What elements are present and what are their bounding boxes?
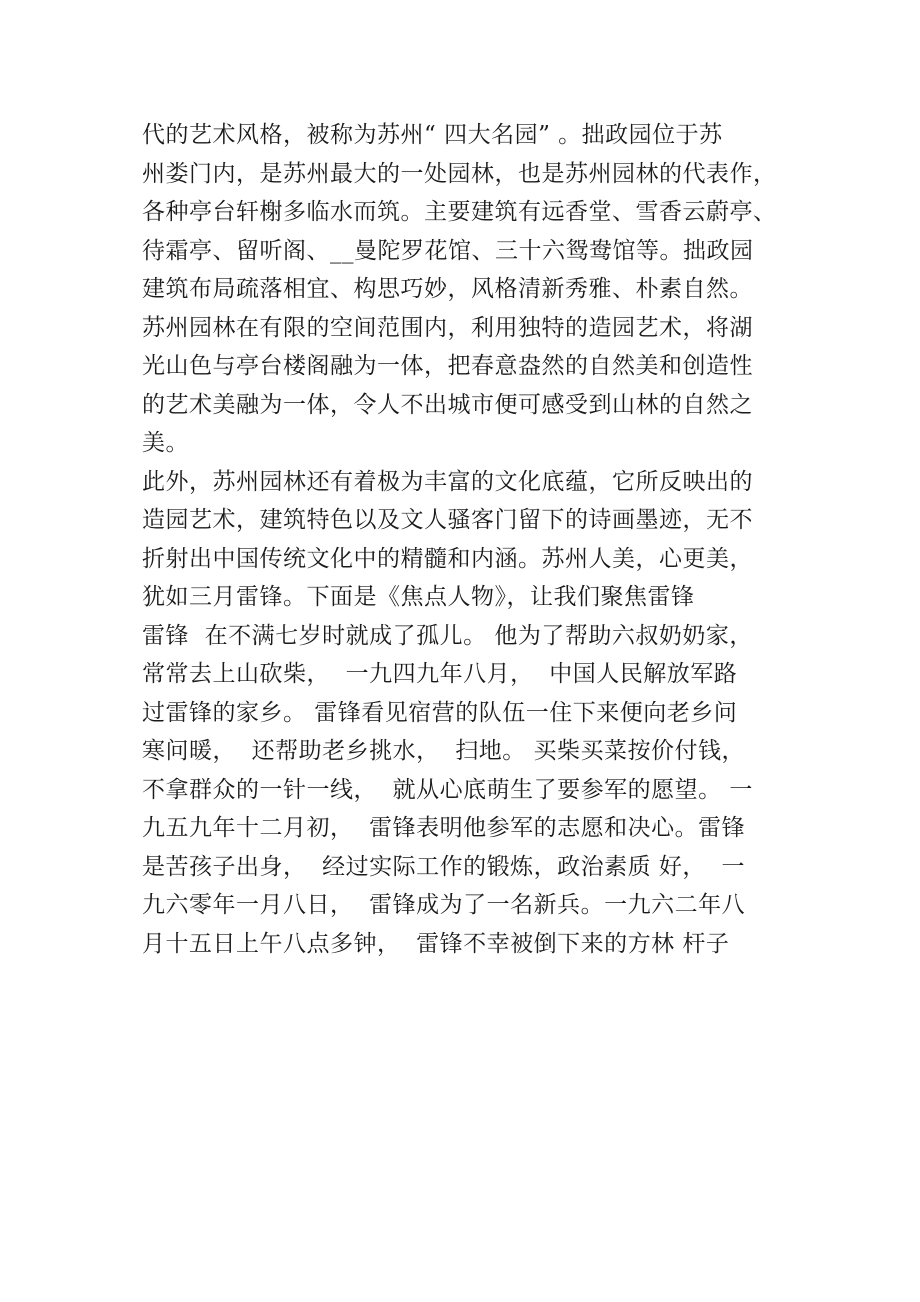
text-line: 光山色与亭台楼阁融为一体，把春意盎然的自然美和创造性 <box>142 353 753 379</box>
text-line: 九五九年十二月初， 雷锋表明他参军的志愿和决心。雷锋 <box>142 815 746 841</box>
text-line: 建筑布局疏落相宜、构思巧妙，风格清新秀雅、朴素自然。 <box>142 276 753 302</box>
text-line: 造园艺术，建筑特色以及文人骚客门留下的诗画墨迹，无不 <box>142 507 753 533</box>
text-line: 的艺术美融为一体，令人不出城市便可感受到山林的自然之 <box>142 391 753 418</box>
text-line: 折射出中国传统文化中的精髓和内涵。苏州人美，心更美， <box>142 545 753 572</box>
text-line: 九六零年一月八日， 雷锋成为了一名新兵。一九六二年八 <box>142 892 746 918</box>
text-line: 不拿群众的一针一线， 就从心底萌生了要参军的愿望。 一 <box>142 776 753 803</box>
text-line: 常常去上山砍柴， 一九四九年八月， 中国人民解放军路 <box>142 661 738 687</box>
text-line: 此外，苏州园林还有着极为丰富的文化底蕴，它所反映出的 <box>142 468 753 495</box>
text-line: 是苦孩子出身， 经过实际工作的锻炼，政治素质 好， 一 <box>142 853 746 880</box>
text-line: 各种亭台轩榭多临水而筑。主要建筑有远香堂、雪香云蔚亭、 <box>142 199 777 225</box>
text-line: 州娄门内，是苏州最大的一处园林，也是苏州园林的代表作， <box>142 160 777 187</box>
text-line: 过雷锋的家乡。 雷锋看见宿营的队伍一住下来便向老乡问 <box>142 699 738 726</box>
text-line: 月十五日上午八点多钟， 雷锋不幸被倒下来的方林 杆子 <box>142 930 730 957</box>
text-line: 犹如三月雷锋。下面是《焦点人物》，让我们聚焦雷锋 <box>142 584 695 610</box>
text-line: 待霜亭、留听阁、__曼陀罗花馆、三十六鸳鸯馆等。拙政园 <box>142 237 754 264</box>
text-line: 雷锋 在不满七岁时就成了孤儿。 他为了帮助六叔奶奶家， <box>142 622 753 649</box>
text-line: 苏州园林在有限的空间范围内，利用独特的造园艺术，将湖 <box>142 314 753 341</box>
text-line: 代的艺术风格，被称为苏州“ 四大名园” 。拙政园位于苏 <box>142 122 723 148</box>
text-line: 美。 <box>142 430 189 456</box>
text-line: 寒问暖， 还帮助老乡挑水， 扫地。 买柴买菜按价付钱， <box>142 738 746 764</box>
body-text <box>142 116 802 963</box>
